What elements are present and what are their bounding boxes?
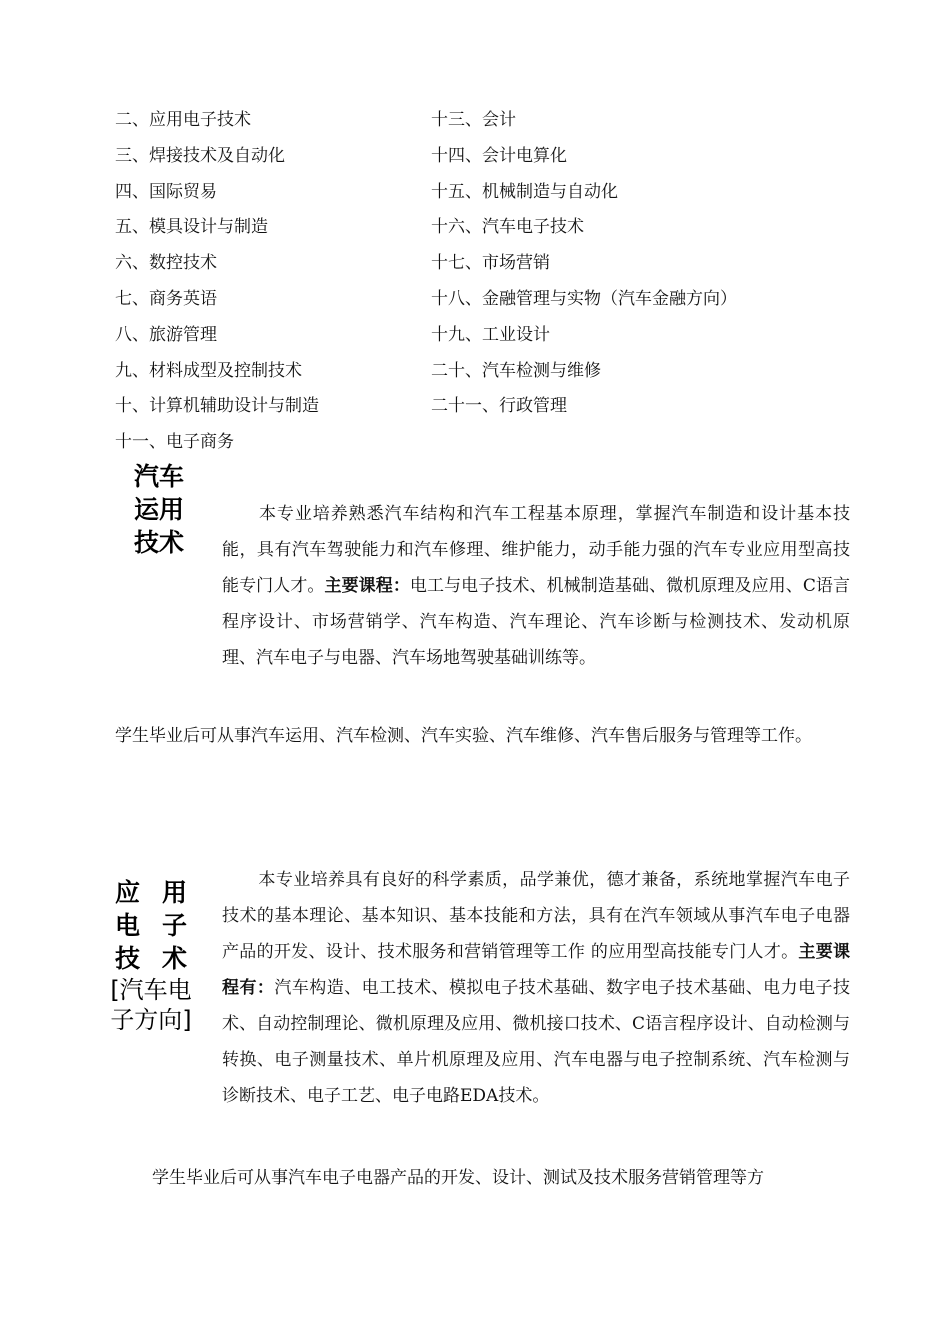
majors-row <box>115 210 875 246</box>
section2-intro: 本专业培养具有良好的科学素质，品学兼优，德才兼备，系统地掌握汽车电子技术的基本理论、基本知识、基本技能和方法，具有在汽车领域从事汽车电子电器产品的开发、设计、技术服务和营销管理等工作 的应用型高技能专门人才。 <box>222 870 850 962</box>
major-item: 十三、会计 <box>431 110 516 130</box>
section2-title-line <box>103 909 199 942</box>
major-item: 十九、工业设计 <box>431 324 550 345</box>
title-char: 术 <box>161 944 187 973</box>
section2-title-line <box>103 942 199 975</box>
section2-courses: 汽车构造、电工技术、模拟电子技术基础、数字电子技术基础、电力电子技术、自动控制理论、微机原理及应用、微机接口技术、C语言程序设计、自动检测与转换、电子测量技术、单片机原理及应用、汽车电器与电子控制系统、汽车检测与诊断技术、电子工艺、电子电路EDA技术。 <box>222 978 851 1106</box>
major-item: 十、计算机辅助设计与制造 <box>115 396 319 417</box>
majors-row <box>115 103 875 139</box>
major-item: 十八、金融管理与实物（汽车金融方向） <box>431 288 737 309</box>
title-char: 用 <box>161 878 187 907</box>
majors-row <box>115 139 875 175</box>
title-char: 子 <box>161 911 187 940</box>
major-item: 五、模具设计与制造 <box>115 217 268 238</box>
section1-intro: 本专业培养熟悉汽车结构和汽车工程基本原理，掌握汽车制造和设计基本技能，具有汽车驾驶能力和汽车修理、维护能力，动手能力强的汽车专业应用型高技能专门人才。 <box>222 504 850 596</box>
title-char: 电 <box>115 911 141 940</box>
title-char: 应 <box>115 878 141 907</box>
majors-list <box>115 103 875 461</box>
section2-subtitle-line: [汽车电 <box>110 976 192 1004</box>
section1-title-line: 技术 <box>133 528 184 557</box>
section2-career: 学生毕业后可从事汽车电子电器产品的开发、设计、测试及技术服务营销管理等方 <box>152 1168 764 1188</box>
majors-row <box>115 425 875 461</box>
majors-row <box>115 354 875 390</box>
major-item: 四、国际贸易 <box>115 181 217 202</box>
section1-title-line: 运用 <box>133 495 184 524</box>
section2-courses-label: 主要课程有： <box>222 942 851 998</box>
major-item: 九、材料成型及控制技术 <box>115 360 302 381</box>
majors-row <box>115 175 875 211</box>
majors-row <box>115 246 875 282</box>
major-item: 十五、机械制造与自动化 <box>431 181 618 202</box>
section2-description <box>222 862 850 1114</box>
major-item: 二、应用电子技术 <box>115 110 251 130</box>
section2-subtitle-line: 子方向] <box>110 1006 192 1034</box>
major-item: 八、旅游管理 <box>115 324 217 345</box>
section2-title <box>103 876 199 1035</box>
majors-row <box>115 389 875 425</box>
major-item: 十一、电子商务 <box>115 432 234 453</box>
section1-title-line: 汽车 <box>133 462 184 491</box>
section1-description <box>222 496 850 676</box>
major-item: 三、焊接技术及自动化 <box>115 145 285 166</box>
major-item: 二十、汽车检测与维修 <box>431 360 601 381</box>
section2-title-line <box>103 876 199 909</box>
section1-title <box>124 460 194 559</box>
section1-career: 学生毕业后可从事汽车运用、汽车检测、汽车实验、汽车维修、汽车售后服务与管理等工作。 <box>115 726 812 746</box>
section1-courses: 电工与电子技术、机械制造基础、微机原理及应用、C语言程序设计、市场营销学、汽车构造、汽车理论、汽车诊断与检测技术、发动机原理、汽车电子与电器、汽车场地驾驶基础训练等。 <box>222 576 851 668</box>
major-item: 六、数控技术 <box>115 253 217 274</box>
majors-row <box>115 282 875 318</box>
section1-courses-label: 主要课程： <box>324 576 410 596</box>
title-char: 技 <box>115 944 141 973</box>
major-item: 十六、汽车电子技术 <box>431 217 584 238</box>
majors-row <box>115 318 875 354</box>
major-item: 七、商务英语 <box>115 288 217 309</box>
major-item: 十四、会计电算化 <box>431 145 567 166</box>
major-item: 十七、市场营销 <box>431 253 550 274</box>
major-item: 二十一、行政管理 <box>431 396 567 417</box>
